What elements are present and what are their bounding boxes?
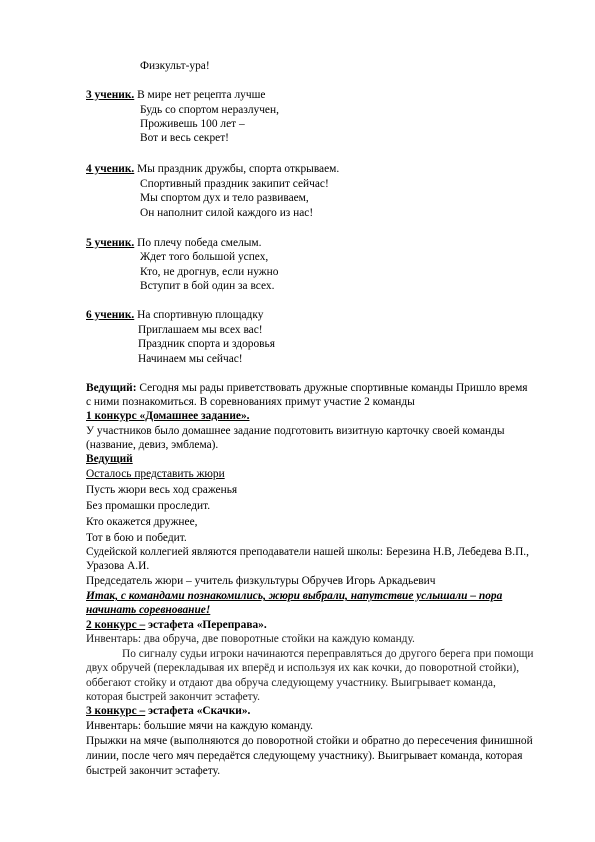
poem-line: Начинаем мы сейчас! bbox=[138, 353, 243, 365]
student-5-label: 5 ученик. bbox=[86, 237, 135, 249]
jury-poem-line: Тот в бою и победит. bbox=[86, 532, 187, 544]
poem-line: По плечу победа смелым. bbox=[134, 237, 262, 249]
transition-text: начинать соревнование! bbox=[86, 604, 211, 616]
poem-line: Будь со спортом неразлучен, bbox=[140, 104, 279, 116]
student-4-label: 4 ученик. bbox=[86, 163, 135, 175]
host-intro-line bbox=[86, 381, 528, 395]
contest-2-text: оббегают стойку и отдают два обруча следующему участнику. Выигрывает команда, bbox=[86, 677, 496, 689]
contest-3-text: Прыжки на мяче (выполняются до поворотной стойки и обратно до пересечения финишной bbox=[86, 735, 533, 747]
jury-poem-line: Без промашки проследит. bbox=[86, 500, 211, 512]
host-text: Сегодня мы рады приветствовать дружные спортивные команды Пришло время bbox=[136, 382, 528, 394]
poem-line: Спортивный праздник закипит сейчас! bbox=[140, 178, 329, 190]
stanza-3-first-line bbox=[86, 88, 265, 102]
stanza-5-first-line bbox=[86, 236, 261, 250]
contest-2-text: двух обручей (перекладывая их вперёд и используя их как кочки, до поворотной стойки), bbox=[86, 662, 520, 674]
host-label: Ведущий: bbox=[86, 382, 137, 394]
contest-1-text: (название, девиз, эмблема). bbox=[86, 439, 219, 451]
poem-line: Приглашаем мы всех вас! bbox=[138, 324, 263, 336]
transition-text: Итак, с командами познакомились, жюри выбрали, напутствие услышали – пора bbox=[86, 590, 503, 602]
contest-2-number: 2 конкурс – bbox=[86, 619, 146, 631]
contest-2-text: По сигналу судьи игроки начинаются переправляться до другого берега при помощи bbox=[122, 648, 534, 660]
contest-1-title: 1 конкурс «Домашнее задание». bbox=[86, 410, 250, 422]
poem-line: Мы праздник дружбы, спорта открываем. bbox=[134, 163, 340, 175]
jury-info: Судейской коллегией являются преподаватели нашей школы: Березина Н.В, Лебедева В.П., bbox=[86, 546, 529, 558]
contest-3-inventory: Инвентарь: большие мячи на каждую команду. bbox=[86, 720, 314, 732]
host-text: с ними познакомиться. В соревнованиях примут участие 2 команды bbox=[86, 396, 415, 408]
stanza-4-first-line bbox=[86, 162, 339, 176]
poem-line: Проживешь 100 лет – bbox=[140, 118, 245, 130]
poem-line: Праздник спорта и здоровья bbox=[138, 338, 275, 350]
contest-3-text: быстрей закончит эстафету. bbox=[86, 765, 221, 777]
contest-1-text: У участников было домашнее задание подготовить визитную карточку своей команды bbox=[86, 425, 505, 437]
jury-chair: Председатель жюри – учитель физкультуры Обручев Игорь Аркадьевич bbox=[86, 575, 436, 587]
stanza-6-first-line bbox=[86, 308, 263, 322]
jury-poem-line: Кто окажется дружнее, bbox=[86, 516, 198, 528]
contest-3-text: линии, после чего мяч передаётся следующему участнику). Выигрывает команда, которая bbox=[86, 750, 523, 762]
poem-line: Кто, не дрогнув, если нужно bbox=[140, 266, 279, 278]
poem-line: В мире нет рецепта лучше bbox=[134, 89, 266, 101]
contest-2-text: которая быстрей закончит эстафету. bbox=[86, 691, 260, 703]
jury-title: Осталось представить жюри bbox=[86, 468, 225, 480]
contest-2-title bbox=[86, 618, 267, 632]
jury-info: Уразова А.И. bbox=[86, 560, 150, 572]
poem-line: На спортивную площадку bbox=[134, 309, 264, 321]
poem-line: Ждет того большой успех, bbox=[140, 251, 269, 263]
poem-line: Он наполнит силой каждого из нас! bbox=[140, 207, 314, 219]
student-6-label: 6 ученик. bbox=[86, 309, 135, 321]
contest-2-inventory: Инвентарь: два обруча, две поворотные стойки на каждую команду. bbox=[86, 633, 415, 645]
poem-line: Вступит в бой один за всех. bbox=[140, 280, 275, 292]
poem-line: Мы спортом дух и тело развиваем, bbox=[140, 192, 309, 204]
student-3-label: 3 ученик. bbox=[86, 89, 135, 101]
contest-3-name: эстафета «Скачки». bbox=[145, 705, 251, 717]
poem-line: Вот и весь секрет! bbox=[140, 132, 229, 144]
host-label-2: Ведущий bbox=[86, 453, 133, 465]
contest-3-number: 3 конкурс – bbox=[86, 705, 146, 717]
contest-3-title bbox=[86, 704, 250, 718]
jury-poem-line: Пусть жюри весь ход сраженья bbox=[86, 484, 238, 496]
poem-line: Физкульт-ура! bbox=[140, 60, 210, 72]
contest-2-name: эстафета «Переправа». bbox=[145, 619, 267, 631]
